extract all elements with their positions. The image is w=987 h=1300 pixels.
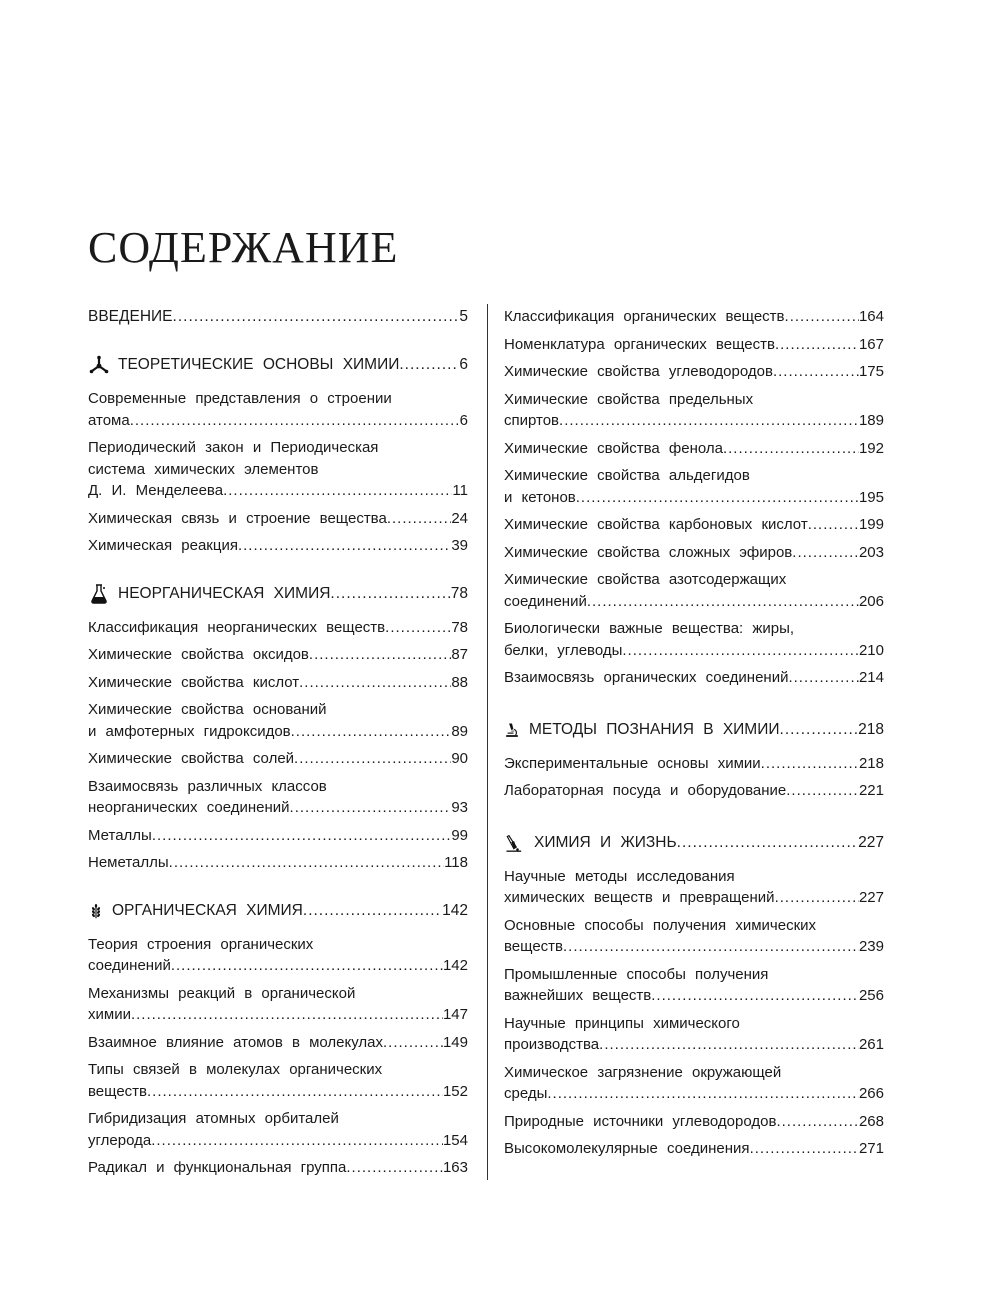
entry-title-line: Классификация органических веществ <box>504 308 785 325</box>
entry-title-line: Научные принципы химического <box>504 1014 740 1032</box>
entry-title-line: Современные представления о строении <box>88 390 392 407</box>
dot-leader <box>399 354 459 376</box>
entry-title-line: Химические свойства оснований <box>88 701 327 718</box>
entry-title-line: Промышленные способы получения <box>504 965 769 983</box>
toc-entry[interactable] <box>504 389 884 432</box>
dot-leader <box>761 753 859 775</box>
toc-entry[interactable] <box>504 667 884 689</box>
page-number: 99 <box>451 826 468 844</box>
toc-entry[interactable] <box>504 753 884 775</box>
entry-title-line: веществ <box>504 938 563 955</box>
dot-leader <box>169 852 444 874</box>
dot-leader <box>147 1081 443 1103</box>
entry-title-line: атома <box>88 411 130 429</box>
dot-leader <box>651 985 859 1007</box>
page-number: 89 <box>451 722 468 740</box>
entry-title-line: Взаимосвязь органических соединений <box>504 669 789 686</box>
dot-leader <box>786 780 859 802</box>
dot-leader <box>587 591 859 613</box>
page-number: 206 <box>858 592 884 610</box>
dot-leader <box>171 955 443 977</box>
page-number: 210 <box>858 641 884 659</box>
dot-leader <box>299 672 451 694</box>
page-number: 147 <box>442 1006 468 1023</box>
section-methods-heading[interactable] <box>504 719 884 741</box>
entry-title-line: Взаимное влияние атомов в молекулах <box>88 1033 384 1051</box>
entry-title-line: углерода <box>88 1131 152 1149</box>
page-number: 164 <box>858 308 884 325</box>
toc-right-column <box>504 306 884 1166</box>
entry-title-line: Радикал и функциональная группа <box>88 1159 347 1176</box>
entry-title-line: Номенклатура органических веществ <box>504 335 775 353</box>
entry-title-line: Химические свойства углеводородов <box>504 363 773 380</box>
page-number: 271 <box>858 1140 884 1157</box>
entry-title-line: Химические свойства сложных эфиров <box>504 543 793 561</box>
section-title: ТЕОРЕТИЧЕСКИЕ ОСНОВЫ ХИМИИ <box>118 356 400 373</box>
entry-title-line: производства <box>504 1036 600 1053</box>
dot-leader <box>808 514 859 536</box>
dot-leader <box>309 644 451 666</box>
entry-title-line: Химические свойства солей <box>88 750 295 767</box>
toc-entry[interactable] <box>88 1157 468 1179</box>
wheat-icon <box>88 900 104 922</box>
entry-title-line: и амфотерных гидроксидов <box>88 722 291 740</box>
entry-title-line: веществ <box>88 1082 147 1100</box>
section-title: ОРГАНИЧЕСКАЯ ХИМИЯ <box>112 901 303 919</box>
entry-title-line: важнейших веществ <box>504 987 652 1004</box>
dot-leader <box>346 1157 443 1179</box>
page-number: 6 <box>459 411 468 429</box>
toc-entry[interactable] <box>504 964 884 1007</box>
dot-leader <box>780 719 859 741</box>
entry-title-line: Металлы <box>88 826 152 844</box>
toc-entry[interactable] <box>504 542 884 564</box>
entry-title-line: Химическая реакция <box>88 537 238 554</box>
toc-entry[interactable] <box>504 1013 884 1056</box>
entry-title-line: Химические свойства предельных <box>504 390 754 408</box>
toc-entry[interactable] <box>504 1138 884 1160</box>
entry-title-line: Химические свойства азотсодержащих <box>504 571 787 588</box>
page-number: 192 <box>858 439 884 457</box>
dot-leader <box>131 1004 443 1026</box>
entry-title-line: Экспериментальные основы химии <box>504 754 761 772</box>
page-number: 149 <box>442 1033 468 1051</box>
entry-title-line: Научные методы исследования <box>504 867 735 885</box>
entry-title-line: Химические свойства альдегидов <box>504 467 750 484</box>
page-number: 167 <box>858 335 884 353</box>
dot-leader <box>303 900 442 922</box>
entry-title-line: Механизмы реакций в органической <box>88 984 356 1002</box>
toc-entry[interactable] <box>504 514 884 536</box>
toc-entry[interactable] <box>88 699 468 742</box>
page-number: 39 <box>451 537 468 554</box>
section-organic-heading[interactable] <box>88 900 468 922</box>
entry-title-line: химии <box>88 1006 131 1023</box>
toc-entry[interactable] <box>504 438 884 460</box>
entry-title-line: химических веществ и превращений <box>504 889 775 906</box>
entry-title-line: Химическая связь и строение вещества <box>88 509 387 527</box>
column-divider <box>487 304 488 1180</box>
entry-title-line: Основные способы получения химических <box>504 916 817 934</box>
entry-title-line: система химических элементов <box>88 460 319 478</box>
toc-entry[interactable] <box>88 1032 468 1054</box>
toc-entry[interactable] <box>88 825 468 847</box>
page-number: 221 <box>858 782 884 799</box>
dot-leader <box>290 797 452 819</box>
entry-title-line: Типы связей в молекулах органических <box>88 1061 383 1078</box>
dot-leader <box>677 832 858 854</box>
dot-leader <box>775 887 859 909</box>
toc-entry[interactable] <box>88 672 468 694</box>
toc-entry[interactable] <box>88 617 468 639</box>
toc-entry[interactable] <box>88 1108 468 1151</box>
page-number: 90 <box>451 750 468 767</box>
toc-entry[interactable] <box>88 1059 468 1102</box>
dot-leader <box>294 748 451 770</box>
entry-title-line: неорганических соединений <box>88 799 290 816</box>
toc-left-column <box>88 306 468 1185</box>
entry-title-line: Природные источники углеводородов <box>504 1112 777 1130</box>
section-theoretical-heading[interactable] <box>88 354 468 376</box>
dot-leader <box>547 1083 859 1105</box>
entry-title-line: соединений <box>504 592 587 610</box>
toc-entry[interactable] <box>504 1111 884 1133</box>
dot-leader <box>792 542 859 564</box>
test-tube-icon <box>504 832 522 854</box>
dot-leader <box>785 306 859 328</box>
flask-icon <box>88 583 110 605</box>
toc-entry[interactable] <box>504 361 884 383</box>
entry-title-line: Химические свойства оксидов <box>88 646 309 663</box>
entry-title-line: среды <box>504 1085 548 1102</box>
dot-leader <box>173 306 460 328</box>
entry-title-line: Классификация неорганических веществ <box>88 618 386 636</box>
dot-leader <box>775 334 859 356</box>
page-number: 154 <box>442 1131 468 1149</box>
dot-leader <box>223 480 452 502</box>
toc-entry[interactable] <box>88 748 468 770</box>
section-inorganic-heading[interactable] <box>88 583 468 605</box>
page-number: 218 <box>858 754 884 772</box>
entry-title-line: Химические свойства карбоновых кислот <box>504 516 808 533</box>
toc-entry[interactable] <box>88 852 468 874</box>
dot-leader <box>576 487 859 509</box>
toc-entry[interactable] <box>88 437 468 502</box>
page-number: 256 <box>858 987 884 1004</box>
dot-leader <box>291 721 452 743</box>
dot-leader <box>776 1111 859 1133</box>
entry-title-line: белки, углеводы <box>504 641 623 659</box>
page-number: 88 <box>451 673 468 691</box>
entry-title-line: Теория строения органических <box>88 935 314 953</box>
entry-title-line: Химические свойства фенола <box>504 439 723 457</box>
entry-title-line: Неметаллы <box>88 854 169 871</box>
page-number: 93 <box>451 799 468 816</box>
page-number: 189 <box>858 412 884 429</box>
toc-entry[interactable] <box>88 983 468 1026</box>
toc-entry[interactable] <box>504 866 884 909</box>
toc-entry[interactable] <box>504 306 884 328</box>
page-number: 261 <box>858 1036 884 1053</box>
dot-leader <box>723 438 859 460</box>
page-number: 78 <box>451 618 468 636</box>
molecule-icon <box>88 354 110 376</box>
toc-entry[interactable] <box>88 934 468 977</box>
page-number: 118 <box>444 854 468 871</box>
page-number: 163 <box>442 1159 468 1176</box>
entry-title-line: Лабораторная посуда и оборудование <box>504 782 787 799</box>
page-number: 87 <box>451 646 468 663</box>
entry-title-line: Д. И. Менделеева <box>88 482 224 499</box>
entry-title-line: Гибридизация атомных орбиталей <box>88 1110 339 1127</box>
toc-entry[interactable] <box>88 508 468 530</box>
toc-intro-label: ВВЕДЕНИЕ <box>88 308 173 325</box>
dot-leader <box>383 1032 443 1054</box>
entry-title-line: Химическое загрязнение окружающей <box>504 1063 782 1081</box>
page-number: 24 <box>451 509 468 527</box>
page-number: 239 <box>858 938 884 955</box>
toc-entry[interactable] <box>504 915 884 958</box>
toc-entry[interactable] <box>504 1062 884 1105</box>
dot-leader <box>622 640 859 662</box>
entry-title-line: Высокомолекулярные соединения <box>504 1140 750 1157</box>
page-number: 199 <box>858 516 884 533</box>
entry-title-line: Химические свойства кислот <box>88 673 300 691</box>
entry-title-line: Взаимосвязь различных классов <box>88 777 327 795</box>
page-number: 203 <box>858 543 884 561</box>
page-number: 266 <box>858 1085 884 1102</box>
dot-leader <box>151 1130 443 1152</box>
toc-entry[interactable] <box>88 388 468 431</box>
toc-entry[interactable] <box>88 644 468 666</box>
dot-leader <box>788 667 859 689</box>
dot-leader <box>387 508 451 530</box>
page-title: СОДЕРЖАНИЕ <box>88 223 399 272</box>
section-chemistry-life-heading[interactable] <box>504 832 884 854</box>
toc-entry[interactable] <box>504 780 884 802</box>
microscope-icon <box>504 719 520 741</box>
toc-entry[interactable] <box>504 465 884 508</box>
entry-title-line: и кетонов <box>504 488 576 506</box>
entry-title-line: соединений <box>88 957 171 974</box>
entry-title-line: Периодический закон и Периодическая <box>88 439 379 456</box>
toc-entry[interactable] <box>88 535 468 557</box>
dot-leader <box>750 1138 859 1160</box>
section-title: МЕТОДЫ ПОЗНАНИЯ В ХИМИИ <box>529 720 780 738</box>
page-number: 142 <box>442 901 468 919</box>
dot-leader <box>152 825 451 847</box>
page-number: 214 <box>858 669 884 686</box>
page-number: 268 <box>858 1112 884 1130</box>
toc-entry[interactable] <box>504 569 884 612</box>
page-number: 195 <box>858 488 884 506</box>
toc-entry[interactable] <box>504 618 884 661</box>
page-number: 218 <box>858 720 884 738</box>
dot-leader <box>559 410 859 432</box>
entry-title-line: спиртов <box>504 412 560 429</box>
dot-leader <box>385 617 451 639</box>
page-number: 152 <box>442 1082 468 1100</box>
entry-title-line: Биологически важные вещества: жиры, <box>504 620 795 637</box>
page-number: 6 <box>459 356 468 373</box>
page-number: 227 <box>858 833 884 851</box>
page-number: 227 <box>858 889 884 906</box>
dot-leader <box>238 535 451 557</box>
toc-intro[interactable] <box>88 306 468 328</box>
page-number: 142 <box>442 957 468 974</box>
section-title: ХИМИЯ И ЖИЗНЬ <box>534 833 677 851</box>
toc-entry[interactable] <box>88 776 468 819</box>
page-number: 175 <box>858 363 884 380</box>
dot-leader <box>563 936 859 958</box>
dot-leader <box>330 583 450 605</box>
section-title: НЕОРГАНИЧЕСКАЯ ХИМИЯ <box>118 584 331 602</box>
toc-entry[interactable] <box>504 334 884 356</box>
page-number: 5 <box>459 308 468 325</box>
dot-leader <box>599 1034 859 1056</box>
page-number: 78 <box>450 584 468 602</box>
page-number: 11 <box>452 482 468 499</box>
dot-leader <box>773 361 859 383</box>
dot-leader <box>130 410 460 432</box>
